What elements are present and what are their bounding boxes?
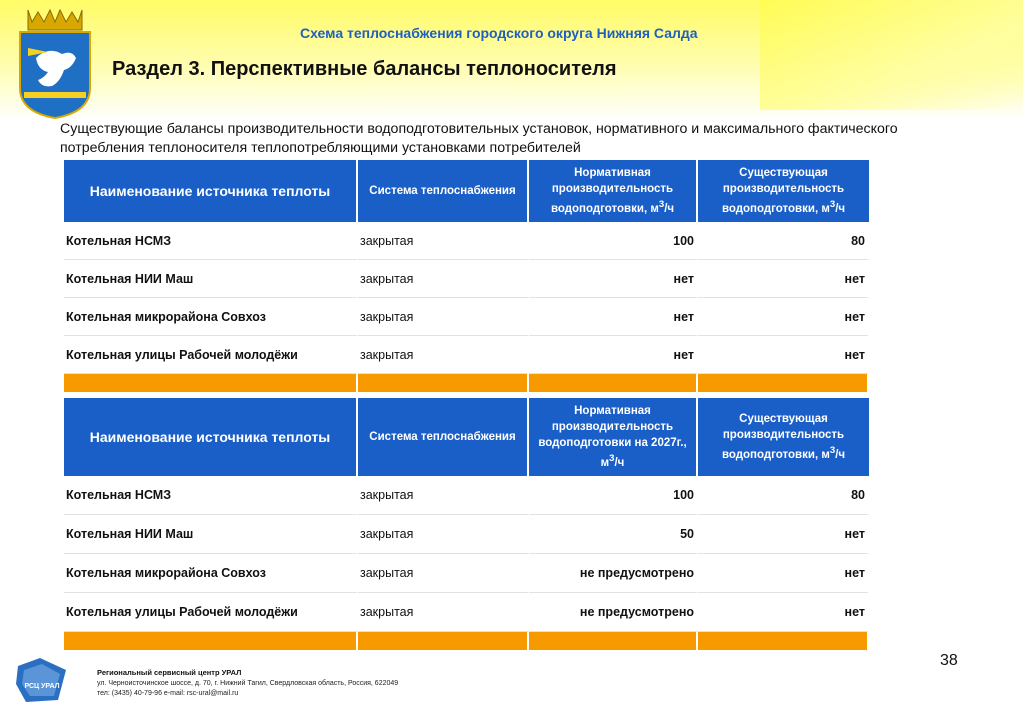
cell-normative: 100 xyxy=(529,476,698,515)
table-footer-band xyxy=(64,632,869,650)
cell-existing: нет xyxy=(698,593,869,632)
cell-system: закрытая xyxy=(358,298,529,336)
cell-existing: нет xyxy=(698,260,869,298)
footer-contacts: тел: (3435) 40-79-96 e-mail: rsc-ural@mail.ru xyxy=(97,690,239,697)
cell-normative: 50 xyxy=(529,515,698,554)
document-header-title: Схема теплоснабжения городского округа Нижняя Салда xyxy=(300,25,698,41)
cell-source: Котельная микрорайона Совхоз xyxy=(64,298,358,336)
footer-organization: Региональный сервисный центр УРАЛ xyxy=(97,668,242,677)
cell-normative: нет xyxy=(529,336,698,374)
cell-existing: нет xyxy=(698,336,869,374)
balance-table-existing xyxy=(64,160,869,392)
cell-source: Котельная НСМЗ xyxy=(64,476,358,515)
cell-existing: нет xyxy=(698,515,869,554)
table-row xyxy=(64,593,869,632)
table-footer-band xyxy=(64,374,869,392)
cell-source: Котельная улицы Рабочей молодёжи xyxy=(64,336,358,374)
col-header-system: Система теплоснабжения xyxy=(358,160,529,222)
cell-source: Котельная НИИ Маш xyxy=(64,515,358,554)
footer-address: ул. Черноисточинское шоссе, д. 70, г. Нижний Тагил, Свердловская область, Россия, 622049 xyxy=(97,680,399,687)
cell-system: закрытая xyxy=(358,336,529,374)
cell-system: закрытая xyxy=(358,554,529,593)
table-row xyxy=(64,554,869,593)
cell-existing: нет xyxy=(698,554,869,593)
cell-normative: нет xyxy=(529,298,698,336)
cell-system: закрытая xyxy=(358,593,529,632)
intro-text: Существующие балансы производительности водоподготовительных установок, нормативного и максимального фактического потребления теплоносителя теплопотребляющими установками потребителей xyxy=(60,121,898,156)
cell-existing: 80 xyxy=(698,476,869,515)
col-header-normative-2027: Нормативная производительность водоподготовки на 2027г., $м^3/ч$ xyxy=(529,398,698,476)
cell-source: Котельная микрорайона Совхоз xyxy=(64,554,358,593)
cell-system: закрытая xyxy=(358,222,529,260)
cell-normative: не предусмотрено xyxy=(529,593,698,632)
coat-of-arms-icon xyxy=(14,8,96,120)
table-header-row xyxy=(64,160,869,222)
cell-existing: 80 xyxy=(698,222,869,260)
header-decoration xyxy=(760,0,1023,110)
rsc-ural-logo-icon xyxy=(14,656,70,704)
col-header-normative: Нормативная производительность водоподготовки, $м^3/ч$ xyxy=(529,160,698,222)
col-header-existing: Существующая производительность водоподготовки, $м^3/ч$ xyxy=(698,398,869,476)
col-header-source: Наименование источника теплоты xyxy=(64,398,358,476)
table-row xyxy=(64,515,869,554)
table-row xyxy=(64,260,869,298)
cell-system: закрытая xyxy=(358,476,529,515)
cell-system: закрытая xyxy=(358,515,529,554)
cell-existing: нет xyxy=(698,298,869,336)
cell-system: закрытая xyxy=(358,260,529,298)
col-header-system: Система теплоснабжения xyxy=(358,398,529,476)
cell-source: Котельная НСМЗ xyxy=(64,222,358,260)
cell-source: Котельная улицы Рабочей молодёжи xyxy=(64,593,358,632)
col-header-existing: Существующая производительность водоподготовки, $м^3/ч$ xyxy=(698,160,869,222)
section-title: Раздел 3. Перспективные балансы теплоносителя xyxy=(112,58,617,80)
page-number: 38 xyxy=(940,652,958,669)
balance-table-2027 xyxy=(64,398,869,650)
table-row xyxy=(64,222,869,260)
col-header-source: Наименование источника теплоты xyxy=(64,160,358,222)
logo-text: РСЦ УРАЛ xyxy=(24,683,60,690)
cell-source: Котельная НИИ Маш xyxy=(64,260,358,298)
table-header-row xyxy=(64,398,869,476)
table-row xyxy=(64,298,869,336)
cell-normative: не предусмотрено xyxy=(529,554,698,593)
table-row xyxy=(64,476,869,515)
cell-normative: нет xyxy=(529,260,698,298)
table-row xyxy=(64,336,869,374)
cell-normative: 100 xyxy=(529,222,698,260)
